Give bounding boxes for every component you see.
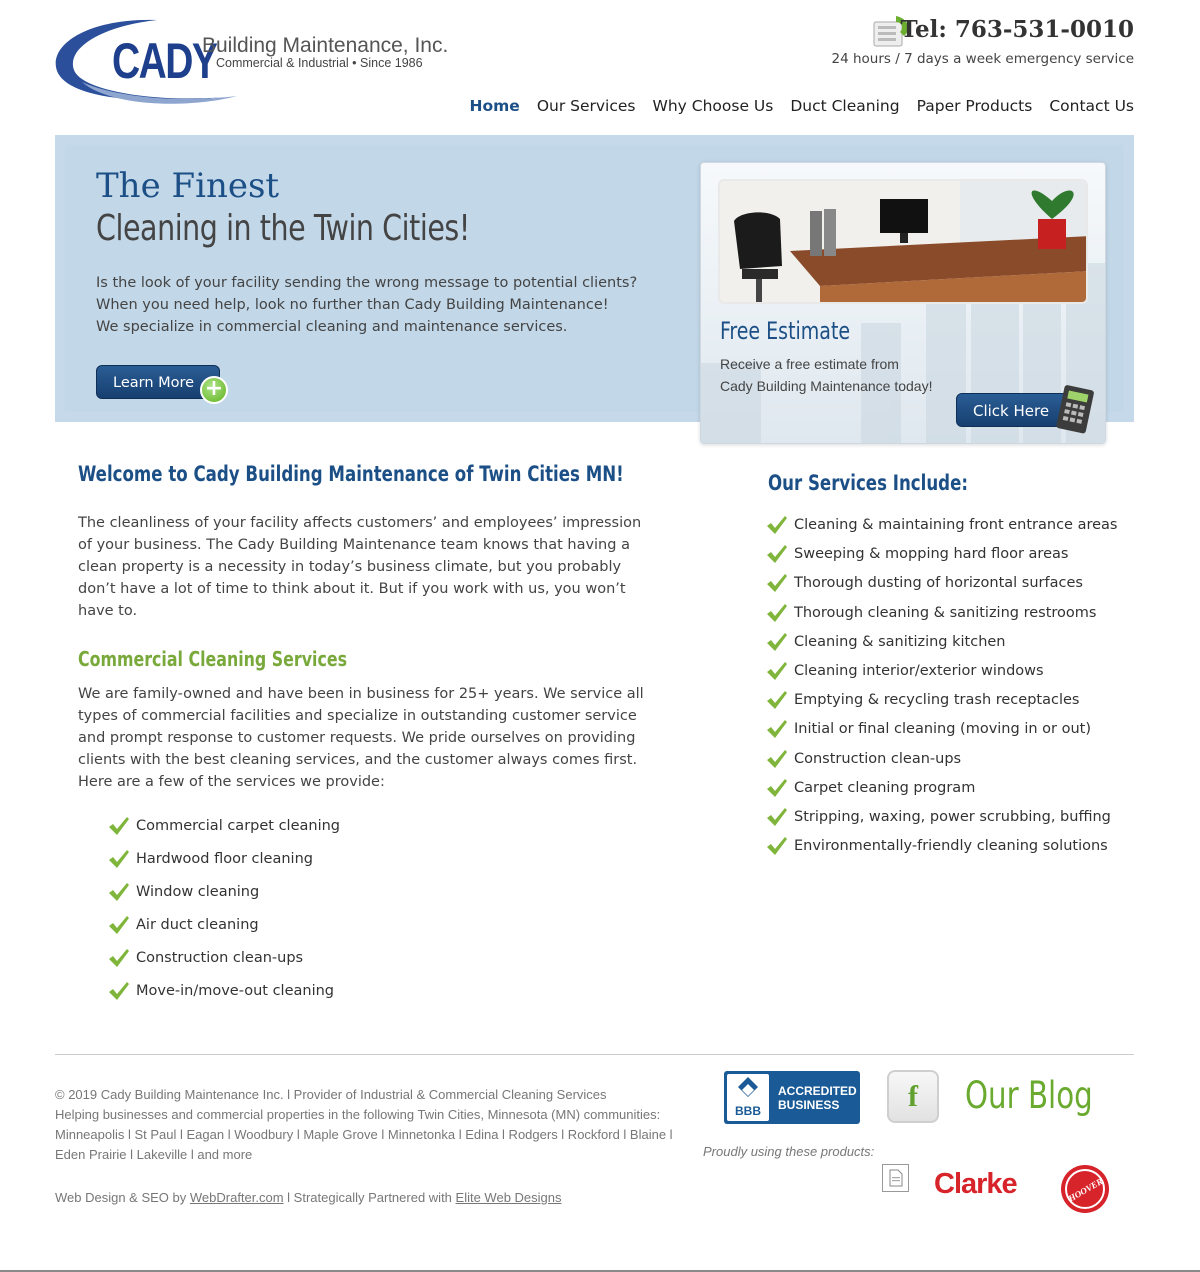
checkmark-icon (108, 981, 130, 1001)
service-hours: 24 hours / 7 days a week emergency service (831, 51, 1134, 67)
list-item (108, 980, 340, 1013)
checkmark-icon (108, 816, 130, 836)
bbb-torch-icon (727, 1074, 769, 1121)
facebook-icon[interactable]: f (887, 1070, 939, 1123)
intro-paragraph (78, 512, 641, 622)
list-item-label: Commercial carpet cleaning (136, 818, 340, 834)
checkmark-icon (766, 749, 788, 769)
checkmark-icon (766, 515, 788, 535)
intro-line: clean property is a necessity in today’s business climate, but you probably (78, 559, 622, 575)
list-item (766, 777, 1117, 806)
checkmark-icon (108, 915, 130, 935)
nav-contact-us[interactable]: Contact Us (1049, 97, 1134, 115)
our-blog-link[interactable]: Our Blog (965, 1074, 1093, 1117)
checkmark-icon (766, 690, 788, 710)
checkmark-icon (766, 836, 788, 856)
bbb-seal-icon (727, 1074, 769, 1121)
clarke-logo: Clarke (934, 1168, 1017, 1200)
list-item-label: Environmentally-friendly cleaning solutions (794, 838, 1108, 855)
bbb-accredited-badge[interactable] (724, 1071, 860, 1124)
list-item (766, 631, 1117, 660)
footer-divider (55, 1054, 1134, 1055)
list-item (766, 602, 1117, 631)
list-item-label: Hardwood floor cleaning (136, 851, 313, 867)
nav-why-choose-us[interactable]: Why Choose Us (652, 97, 774, 115)
free-estimate-text-line: Cady Building Maintenance today! (720, 378, 933, 394)
provided-services-list (108, 815, 340, 1013)
logo-wordmark: CADY (112, 33, 217, 89)
checkmark-icon (766, 573, 788, 593)
broken-image-icon (882, 1164, 909, 1192)
list-item (766, 689, 1117, 718)
list-item-label: Cleaning interior/exterior windows (794, 662, 1044, 679)
bbb-line: BUSINESS (778, 1098, 840, 1112)
list-item-label: Thorough cleaning & sanitizing restrooms (794, 604, 1097, 621)
nav-paper-products[interactable]: Paper Products (916, 97, 1033, 115)
hero-text-line: When you need help, look no further than Cady Building Maintenance! (96, 297, 609, 313)
commercial-line: Here are a few of the services we provide: (78, 774, 385, 790)
main-nav (470, 97, 1134, 115)
products-caption: Proudly using these products: (703, 1144, 875, 1159)
document-icon (883, 1165, 908, 1191)
hero-description (96, 272, 676, 338)
list-item (108, 914, 340, 947)
free-estimate-text-line: Receive a free estimate from (720, 356, 899, 372)
hero-title-line2: Cleaning in the Twin Cities! (96, 208, 470, 249)
credit-mid: l Strategically Partnered with (283, 1190, 456, 1205)
free-estimate-text (720, 353, 932, 397)
commercial-line: types of commercial facilities and specialize in outstanding customer service (78, 708, 637, 724)
hoover-logo-text: HOOVER (1066, 1176, 1105, 1204)
list-item (108, 947, 340, 980)
nav-home[interactable]: Home (469, 97, 520, 115)
logo-tagline: Commercial & Industrial • Since 1986 (216, 56, 423, 70)
list-item-label: Thorough dusting of horizontal surfaces (794, 575, 1083, 592)
list-item-label: Carpet cleaning program (794, 779, 976, 796)
intro-line: of your business. The Cady Building Maintenance team knows that having a (78, 537, 630, 553)
list-item (766, 835, 1117, 864)
phone-number[interactable]: Tel: 763-531-0010 (900, 16, 1134, 43)
commercial-line: We are family-owned and have been in business for 25+ years. We service all (78, 686, 644, 702)
services-include-heading: Our Services Include: (768, 471, 969, 495)
footer-line: Minneapolis l St Paul l Eagan l Woodbury l Maple Grove l Minnetonka l Edina l Rodgers l Rockford l Blaine l (55, 1127, 673, 1142)
intro-line: don’t have a lot of time to think about it. But if you work with us, you won’t (78, 581, 626, 597)
checkmark-icon (766, 778, 788, 798)
intro-line: have to. (78, 603, 138, 619)
list-item-label: Initial or final cleaning (moving in or out) (794, 721, 1091, 738)
checkmark-icon (108, 849, 130, 869)
commercial-paragraph (78, 683, 644, 793)
list-item (766, 543, 1117, 572)
list-item-label: Cleaning & sanitizing kitchen (794, 633, 1006, 650)
elite-web-designs-link[interactable]: Elite Web Designs (455, 1190, 562, 1205)
credit-prefix: Web Design & SEO by (55, 1190, 190, 1205)
intro-line: The cleanliness of your facility affects customers’ and employees’ impression (78, 515, 642, 531)
welcome-heading: Welcome to Cady Building Maintenance of Twin Cities MN! (78, 462, 624, 486)
list-item-label: Air duct cleaning (136, 917, 259, 933)
list-item (108, 815, 340, 848)
checkmark-icon (766, 719, 788, 739)
list-item-label: Window cleaning (136, 884, 260, 900)
commercial-line: clients with the best cleaning services, and the customer always comes first. (78, 752, 638, 768)
company-logo[interactable] (52, 12, 449, 108)
bbb-seal-text: BBB (735, 1104, 761, 1118)
list-item-label: Move-in/move-out cleaning (136, 983, 334, 999)
bbb-text (778, 1084, 857, 1112)
list-item (766, 572, 1117, 601)
hero-text-line: We specialize in commercial cleaning and maintenance services. (96, 319, 568, 335)
footer-line: © 2019 Cady Building Maintenance Inc. l Provider of Industrial & Commercial Cleaning Services (55, 1087, 607, 1102)
hoover-logo-icon (1059, 1163, 1111, 1215)
checkmark-icon (766, 632, 788, 652)
services-include-list (766, 514, 1117, 864)
hero-title-line1: The Finest (96, 166, 280, 206)
office-desk-icon (720, 181, 1088, 304)
nav-our-services[interactable]: Our Services (536, 97, 636, 115)
hero-text-line: Is the look of your facility sending the wrong message to potential clients? (96, 275, 638, 291)
free-estimate-card (700, 162, 1106, 444)
footer-line: Helping businesses and commercial properties in the following Twin Cities, Minnesota (MN) communities: (55, 1107, 661, 1122)
checkmark-icon (766, 603, 788, 623)
calculator-icon (1054, 385, 1094, 435)
learn-more-button[interactable]: Learn More (96, 365, 220, 399)
list-item (766, 718, 1117, 747)
free-estimate-title: Free Estimate (720, 317, 851, 345)
list-item (766, 514, 1117, 543)
footer-credit (55, 1190, 562, 1205)
checkmark-icon (766, 544, 788, 564)
logo-company-name: Building Maintenance, Inc. (202, 34, 449, 57)
list-item (766, 748, 1117, 777)
list-item (108, 848, 340, 881)
list-item-label: Emptying & recycling trash receptacles (794, 692, 1080, 709)
footer-line: Eden Prairie l Lakeville l and more (55, 1147, 253, 1162)
bbb-line: ACCREDITED (778, 1084, 857, 1098)
plus-icon[interactable]: + (200, 376, 228, 404)
checkmark-icon (766, 661, 788, 681)
list-item (766, 660, 1117, 689)
list-item-label: Construction clean-ups (794, 750, 962, 767)
checkmark-icon (108, 882, 130, 902)
footer-text (55, 1085, 673, 1165)
list-item-label: Construction clean-ups (136, 950, 304, 966)
checkmark-icon (766, 807, 788, 827)
list-item-label: Stripping, waxing, power scrubbing, buffing (794, 808, 1111, 825)
commercial-line: and prompt response to customer requests. We pride ourselves on providing (78, 730, 636, 746)
webdrafter-link[interactable]: WebDrafter.com (189, 1190, 284, 1205)
click-here-button[interactable]: Click Here (956, 393, 1074, 427)
checkmark-icon (108, 948, 130, 968)
list-item (766, 806, 1117, 835)
list-item-label: Sweeping & mopping hard floor areas (794, 546, 1069, 563)
office-photo (718, 179, 1088, 304)
list-item (108, 881, 340, 914)
list-item-label: Cleaning & maintaining front entrance areas (794, 517, 1118, 533)
nav-duct-cleaning[interactable]: Duct Cleaning (790, 97, 900, 115)
commercial-cleaning-heading: Commercial Cleaning Services (78, 647, 348, 671)
